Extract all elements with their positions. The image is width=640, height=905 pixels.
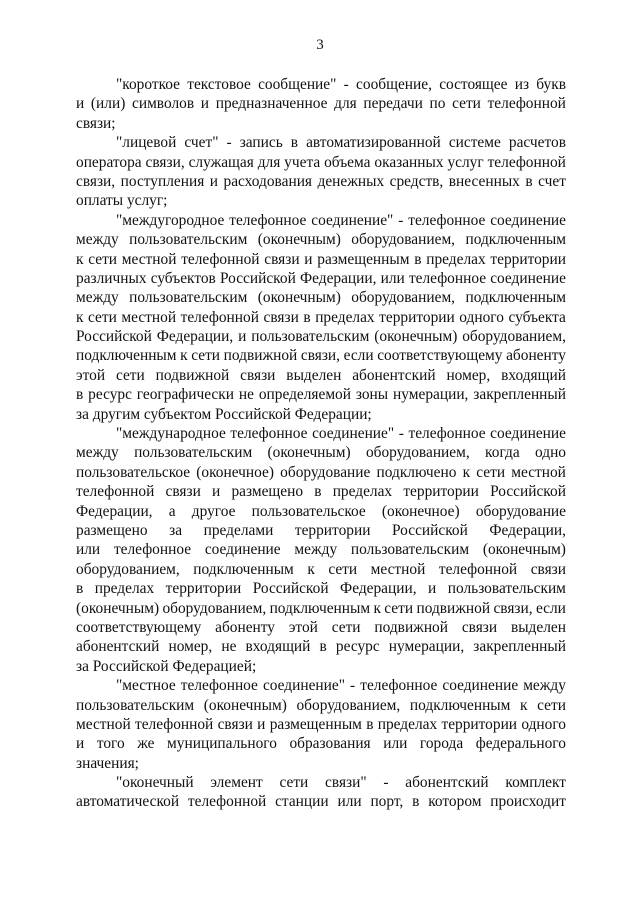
text-line: связи;	[76, 114, 116, 132]
text-line: оборудованием, подключенным к сети местной телефонной связи	[76, 560, 566, 578]
text-line: за Российской Федерацией;	[76, 657, 257, 675]
text-line: соответствующему абоненту этой сети подвижной связи выделен	[76, 618, 566, 636]
paragraph	[76, 676, 566, 773]
text-line: "междугородное телефонное соединение" - телефонное соединение	[116, 211, 566, 229]
text-line: "лицевой счет" - запись в автоматизированной системе расчетов	[116, 134, 566, 152]
text-line: в ресурс географически не определяемой зоны нумерации, закрепленный	[76, 386, 566, 404]
text-line: различных субъектов Российской Федерации, или телефонное соединение	[76, 269, 566, 287]
text-line: и (или) символов и предназначенное для передачи по сети телефонной	[76, 95, 566, 113]
text-line: "местное телефонное соединение" - телефонное соединение между	[116, 677, 566, 695]
text-line: пользовательское (оконечное) оборудование подключено к сети местной	[76, 463, 566, 481]
text-line: в пределах территории Российской Федерации, и пользовательским	[76, 580, 566, 598]
text-line: между пользовательским (оконечным) оборудованием, подключенным	[76, 289, 566, 307]
text-line: Федерации, а другое пользовательское (оконечное) оборудование	[76, 502, 566, 520]
paragraph	[76, 133, 566, 211]
text-line: этой сети подвижной связи выделен абонентский номер, входящий	[76, 366, 566, 384]
text-line: подключенным к сети подвижной связи, если соответствующему абоненту	[76, 347, 566, 365]
text-line: Российской Федерации, и пользовательским (оконечным) оборудованием,	[76, 328, 566, 346]
text-line: значения;	[76, 754, 139, 772]
text-line: "международное телефонное соединение" - телефонное соединение	[116, 425, 566, 443]
text-line: абонентский номер, не входящий в ресурс нумерации, закрепленный	[76, 638, 566, 656]
text-line: к сети местной телефонной связи и размещенным в пределах территории	[76, 250, 566, 268]
paragraph	[76, 424, 566, 676]
paragraph	[76, 211, 566, 424]
text-line: "короткое текстовое сообщение" - сообщение, состоящее из букв	[116, 76, 566, 93]
paragraph	[76, 75, 566, 133]
text-line: оператора связи, служащая для учета объема оказанных услуг телефонной	[76, 153, 566, 171]
text-line: за другим субъектом Российской Федерации;	[76, 405, 372, 423]
document-body	[76, 75, 566, 812]
text-line: автоматической телефонной станции или порт, в котором происходит	[76, 793, 566, 811]
text-line: "оконечный элемент сети связи" - абонентский комплект	[116, 774, 566, 792]
text-line: местной телефонной связи и размещенным в пределах территории одного	[76, 715, 566, 733]
text-line: оплаты услуг;	[76, 192, 168, 210]
text-line: и того же муниципального образования или города федерального	[76, 735, 566, 753]
page-number: 3	[316, 37, 324, 53]
paragraph	[76, 773, 566, 812]
text-line: телефонной связи и размещено в пределах территории Российской	[76, 483, 566, 501]
text-line: размещено за пределами территории Российской Федерации,	[76, 521, 566, 539]
text-line: пользовательским (оконечным) оборудованием, подключенным к сети	[76, 696, 566, 714]
text-line: связи, поступления и расходования денежных средств, внесенных в счет	[76, 172, 566, 190]
text-line: к сети местной телефонной связи в пределах территории одного субъекта	[76, 308, 566, 326]
text-line: или телефонное соединение между пользовательским (оконечным)	[76, 541, 566, 559]
text-line: между пользовательским (оконечным) оборудованием, когда одно	[76, 444, 566, 462]
text-line: между пользовательским (оконечным) оборудованием, подключенным	[76, 231, 566, 249]
text-line: (оконечным) оборудованием, подключенным к сети подвижной связи, если	[76, 599, 566, 617]
